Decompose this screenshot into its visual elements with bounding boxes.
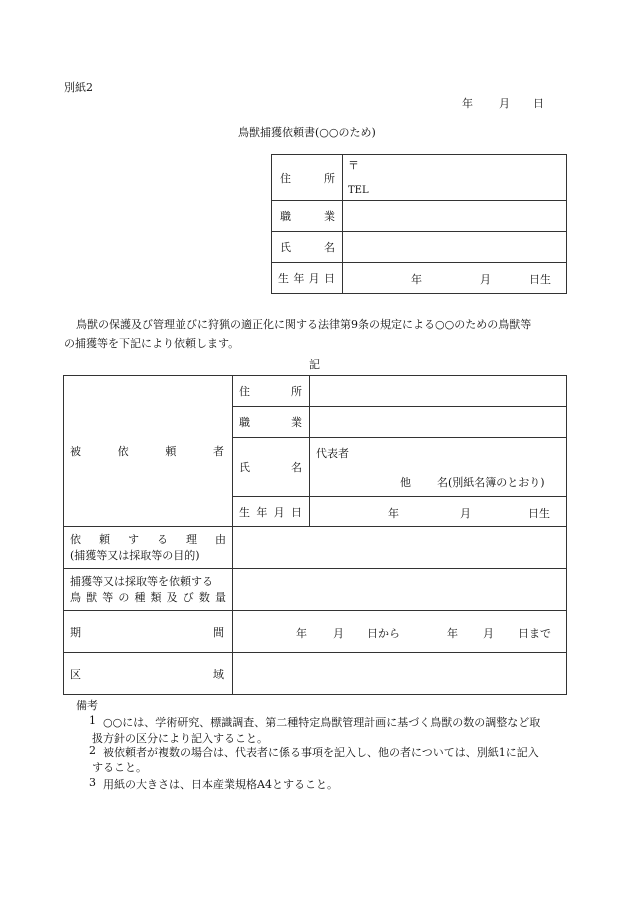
requestee-label: 被 依 頼 者 xyxy=(64,376,233,527)
requestee-address-label: 住 所 xyxy=(233,376,310,407)
requestee-address-field[interactable] xyxy=(310,376,567,407)
ki-label: 記 xyxy=(309,358,320,371)
document-title: 鳥獣捕獲依頼書(○○のため) xyxy=(238,126,376,139)
date-month: 月 xyxy=(499,97,510,110)
reason-field[interactable] xyxy=(233,527,567,569)
species-label: 捕獲等又は採取等を依頼する 鳥 獣 等 の 種 類 及 び 数 量 xyxy=(64,569,233,611)
requester-name-field[interactable] xyxy=(343,232,567,263)
attachment-label: 別紙2 xyxy=(64,81,93,94)
requestee-occupation-label: 職 業 xyxy=(233,407,310,438)
requester-occupation-field[interactable] xyxy=(343,201,567,232)
main-table xyxy=(63,375,567,695)
body-text-line2: の捕獲等を下記により依頼します。 xyxy=(64,337,240,350)
area-label: 区 域 xyxy=(64,653,233,695)
requester-address-field[interactable] xyxy=(343,155,567,201)
others-label: 他 xyxy=(400,476,411,489)
representative-label: 代表者 xyxy=(316,447,349,460)
requester-occupation-label: 職 業 xyxy=(272,201,343,232)
requester-name-label: 氏 名 xyxy=(272,232,343,263)
note3-line1: 用紙の大きさは、日本産業規格A4とすること。 xyxy=(103,778,338,791)
postal-mark: 〒 xyxy=(348,159,359,172)
date-day: 日 xyxy=(533,97,544,110)
date-year: 年 xyxy=(462,97,473,110)
notes-heading: 備考 xyxy=(76,699,98,712)
note1-number: 1 xyxy=(89,714,96,727)
area-field[interactable] xyxy=(233,653,567,695)
requestee-name-label: 氏 名 xyxy=(233,438,310,497)
requestee-dob-field[interactable]: 年 月 日生 xyxy=(310,497,567,527)
note2-line2: すること。 xyxy=(92,761,147,774)
note2-line1: 被依頼者が複数の場合は、代表者に係る事項を記入し、他の者については、別紙1に記入 xyxy=(103,746,539,759)
requester-table xyxy=(271,154,567,294)
requester-address-label: 住 所 xyxy=(272,155,343,201)
body-text-line1: 鳥獣の保護及び管理並びに狩猟の適正化に関する法律第9条の規定による○○のための鳥獣等 xyxy=(76,318,532,331)
others-note: 名(別紙名簿のとおり) xyxy=(437,476,545,489)
species-field[interactable] xyxy=(233,569,567,611)
period-label: 期 間 xyxy=(64,611,233,653)
note1-line1: ○○には、学術研究、標識調査、第二種特定鳥獣管理計画に基づく鳥獣の数の調整など取 xyxy=(103,716,541,729)
tel-label: TEL xyxy=(348,185,369,196)
requestee-dob-label: 生 年 月 日 xyxy=(233,497,310,527)
requestee-name-field[interactable] xyxy=(310,438,567,497)
requester-dob-field[interactable]: 年 月 日生 xyxy=(343,263,567,294)
period-field[interactable]: 年 月 日から 年 月 日まで xyxy=(233,611,567,653)
note3-number: 3 xyxy=(89,776,96,789)
note1-line2: 扱方針の区分により記入すること。 xyxy=(92,732,268,745)
requestee-occupation-field[interactable] xyxy=(310,407,567,438)
note2-number: 2 xyxy=(89,744,96,757)
reason-label: 依 頼 す る 理 由 (捕獲等又は採取等の目的) xyxy=(64,527,233,569)
requester-dob-label: 生 年 月 日 xyxy=(272,263,343,294)
